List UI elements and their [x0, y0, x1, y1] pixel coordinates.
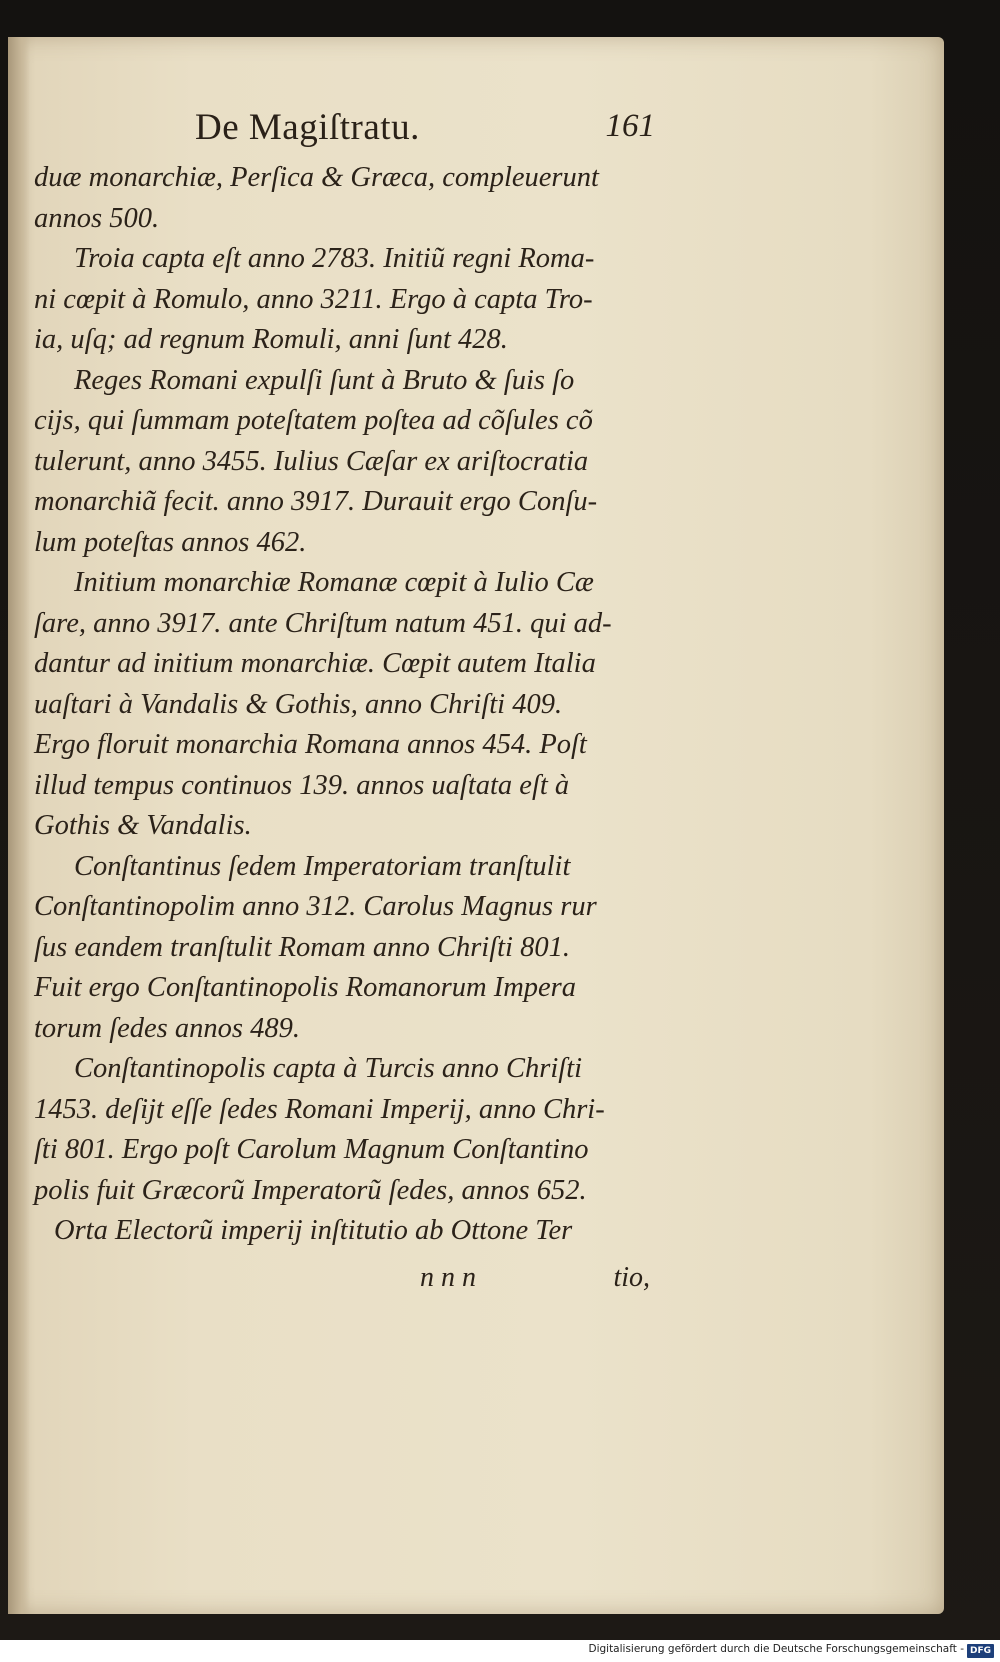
- body-text: [34, 158, 654, 1252]
- text-line: lum poteſtas annos 462.: [34, 526, 307, 558]
- text-line: ſare, anno 3917. ante Chriſtum natum 451. qui ad-: [34, 607, 612, 639]
- page-number: 161: [605, 108, 655, 144]
- text-line: tulerunt, anno 3455. Iulius Cæſar ex ariſtocratia: [34, 445, 589, 477]
- text-line: ni cœpit à Romulo, anno 3211. Ergo à capta Tro-: [34, 283, 593, 315]
- page-footer-catchwords: [420, 1262, 660, 1302]
- running-title: De Magiſtratu.: [195, 107, 420, 148]
- text-line: ſti 801. Ergo poſt Carolum Magnum Conſtantino: [34, 1134, 589, 1165]
- page-header: [195, 106, 655, 150]
- dfg-logo-icon: DFG: [967, 1644, 994, 1658]
- text-line: monarchiã fecit. anno 3917. Durauit ergo Conſu-: [34, 486, 598, 517]
- text-line: Troia capta eſt anno 2783. Initiũ regni Roma-: [74, 243, 595, 274]
- text-line: Reges Romani expulſi ſunt à Bruto & ſuis ſo: [74, 364, 575, 396]
- funding-credit: Digitalisierung gefördert durch die Deutsche Forschungsgemeinschaft -: [588, 1643, 964, 1655]
- text-line: uaſtari à Vandalis & Gothis, anno Chriſti 409.: [34, 688, 563, 720]
- text-line: Ergo floruit monarchia Romana annos 454. Poſt: [34, 729, 587, 760]
- text-line: dantur ad initium monarchiæ. Cœpit autem Italia: [34, 648, 596, 679]
- text-line: Orta Electorũ imperij inſtitutio ab Ottone Ter: [54, 1215, 573, 1246]
- text-line: Fuit ergo Conſtantinopolis Romanorum Impera: [34, 972, 577, 1003]
- catchword: tio,: [613, 1262, 650, 1293]
- text-line: 1453. deſijt eſſe ſedes Romani Imperij, anno Chri-: [34, 1093, 605, 1125]
- text-line: annos 500.: [34, 202, 160, 234]
- text-line: illud tempus continuos 139. annos uaſtata eſt à: [34, 769, 570, 801]
- text-line: torum ſedes annos 489.: [34, 1012, 300, 1044]
- text-line: Conſtantinus ſedem Imperatoriam tranſtulit: [74, 850, 571, 882]
- text-line: duæ monarchiæ, Perſica & Græca, compleuerunt: [34, 162, 599, 193]
- text-line: Gothis & Vandalis.: [34, 810, 252, 841]
- text-line: cijs, qui ſummam poteſtatem poſtea ad cõſules cõ: [34, 405, 593, 436]
- text-line: Conſtantinopolim anno 312. Carolus Magnus rur: [34, 891, 597, 922]
- text-line: polis fuit Græcorũ Imperatorũ ſedes, annos 652.: [34, 1174, 587, 1206]
- text-line: Initium monarchiæ Romanæ cœpit à Iulio Cæ: [74, 567, 594, 598]
- text-line: ſus eandem tranſtulit Romam anno Chriſti 801.: [34, 931, 570, 963]
- signature-mark: n n n: [420, 1262, 476, 1293]
- text-line: Conſtantinopolis capta à Turcis anno Chriſti: [74, 1053, 583, 1084]
- digitization-footer: [0, 1640, 1000, 1662]
- text-line: ia, uſq; ad regnum Romuli, anni ſunt 428.: [34, 324, 508, 355]
- page-gutter-shadow: [8, 37, 30, 1614]
